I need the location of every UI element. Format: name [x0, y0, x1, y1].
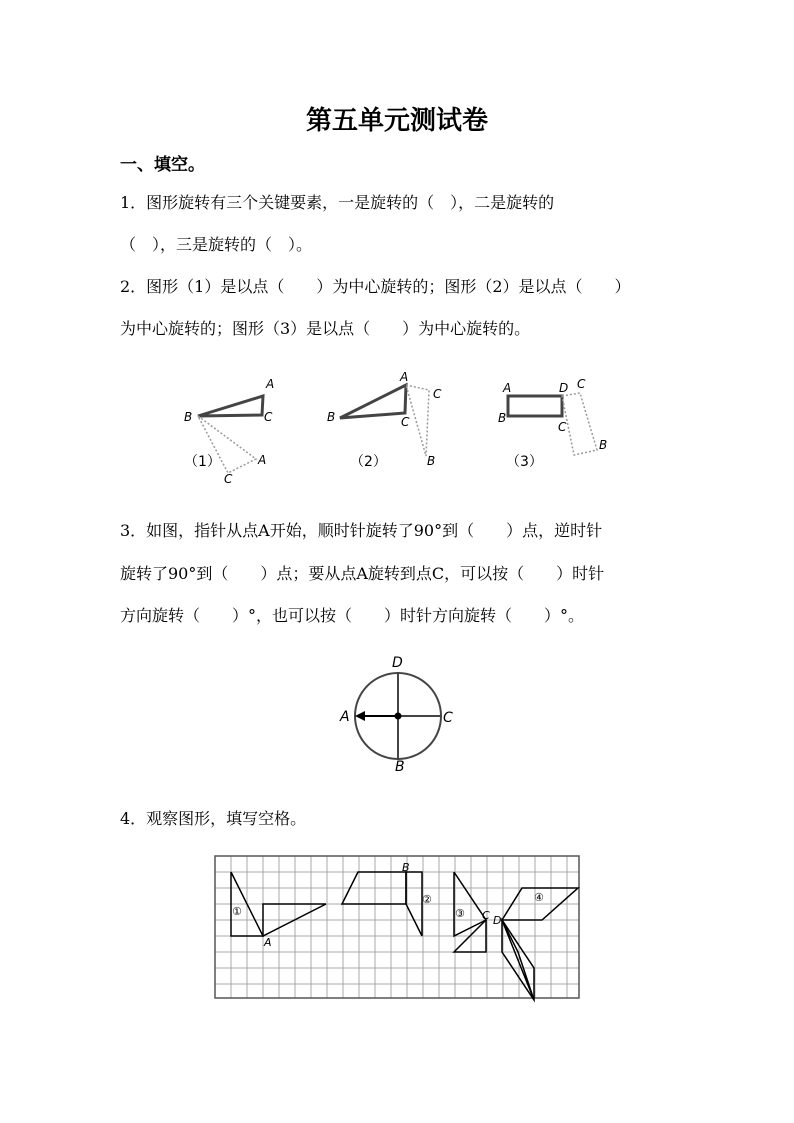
q2-figure-3: [498, 377, 607, 470]
q3-line3: 方向旋转（ ）°，也可以按（ ）时针方向旋转（ ）°。: [120, 606, 585, 625]
label-A: A: [400, 370, 409, 384]
shape-2-label: ②: [422, 893, 432, 906]
label-C: C: [558, 420, 567, 434]
q2-figure: [170, 368, 630, 488]
shape-1-label: ①: [232, 905, 242, 918]
label-B: B: [395, 759, 405, 775]
figure-3-label: （3）: [506, 454, 543, 470]
label-A: A: [264, 936, 272, 949]
shape-3-label: ③: [455, 907, 465, 920]
label-A: A: [258, 453, 267, 467]
label-C: C: [264, 410, 273, 424]
label-A: A: [266, 377, 275, 391]
q4-line1: 4．观察图形，填写空格。: [120, 809, 307, 828]
label-D: D: [493, 914, 502, 927]
page-title: 第五单元测试卷: [305, 106, 488, 136]
q1-line2: （ ），三是旋转的（ ）。: [120, 235, 313, 254]
label-D: D: [559, 381, 569, 395]
label-C: C: [443, 710, 453, 726]
q4-figure: [212, 853, 582, 1003]
label-B: B: [184, 410, 193, 424]
label-A: A: [340, 709, 350, 725]
q2-line2: 为中心旋转的；图形（3）是以点（ ）为中心旋转的。: [120, 319, 531, 338]
label-D: D: [392, 655, 403, 671]
figure-2-label: （2）: [350, 454, 387, 470]
label-A: A: [503, 381, 512, 395]
label-B: B: [498, 411, 507, 425]
q2-figure-1: [184, 377, 274, 486]
label-B: B: [402, 861, 410, 874]
label-B: B: [599, 438, 608, 452]
label-B: B: [427, 454, 436, 468]
q3-line1: 3．如图，指针从点A开始，顺时针旋转了90°到（ ）点，逆时针: [120, 521, 603, 540]
section-heading: 一、填空。: [120, 155, 205, 175]
q3-figure: [330, 650, 460, 775]
q2-line1: 2．图形（1）是以点（ ）为中心旋转的；图形（2）是以点（ ）: [120, 277, 631, 296]
label-C: C: [577, 377, 586, 391]
label-C: C: [433, 387, 442, 401]
q1-line1: 1．图形旋转有三个关键要素，一是旋转的（ ），二是旋转的: [120, 193, 555, 212]
label-C: C: [224, 472, 233, 486]
figure-1-label: （1）: [184, 454, 221, 470]
label-C: C: [401, 415, 410, 429]
shape-4-label: ④: [534, 891, 544, 904]
q2-figure-2: [327, 370, 442, 470]
q3-line2: 旋转了90°到（ ）点；要从点A旋转到点C，可以按（ ）时针: [120, 564, 605, 583]
label-B: B: [327, 410, 336, 424]
label-C: C: [482, 909, 490, 922]
pointer-arrow: [355, 711, 365, 721]
